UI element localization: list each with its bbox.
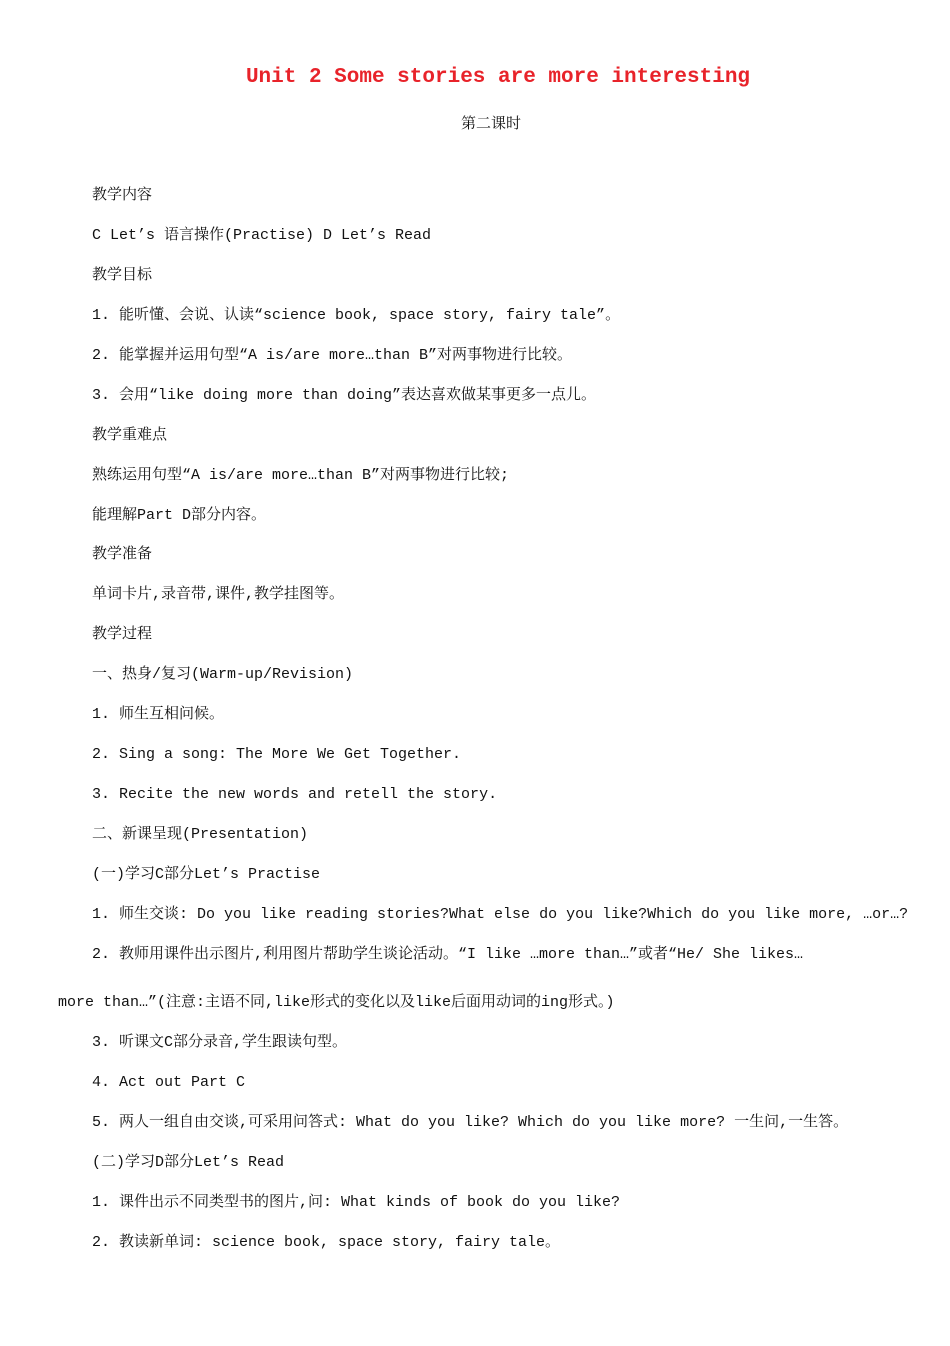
paragraph: 单词卡片,录音带,课件,教学挂图等。 [92, 586, 345, 603]
list-item: 3. Recite the new words and retell the story. [92, 786, 498, 803]
section-heading: 教学重难点 [92, 427, 168, 444]
list-item: 1. 课件出示不同类型书的图片,问: What kinds of book do you like? [92, 1194, 621, 1211]
paragraph: C Let’s 语言操作(Practise) D Let’s Read [92, 227, 432, 244]
paragraph: 熟练运用句型“A is/are more…than B”对两事物进行比较; [92, 467, 510, 484]
list-item: 3. 会用“like doing more than doing”表达喜欢做某事更多一点儿。 [92, 387, 597, 404]
section-heading: 教学内容 [92, 187, 153, 204]
section-heading: 教学目标 [92, 267, 153, 284]
subsection-heading: (一)学习C部分Let’s Practise [92, 866, 321, 883]
list-item: 4. Act out Part C [92, 1074, 246, 1091]
list-item: 2. 教读新单词: science book, space story, fairy tale。 [92, 1234, 561, 1251]
list-item: 2. 能掌握并运用句型“A is/are more…than B”对两事物进行比较。 [92, 347, 573, 364]
list-item: 2. Sing a song: The More We Get Together. [92, 746, 462, 763]
subsection-heading: 一、热身/复习(Warm-up/Revision) [92, 666, 354, 683]
list-item: 1. 师生互相问候。 [92, 706, 225, 723]
subsection-heading: 二、新课呈现(Presentation) [92, 826, 309, 843]
list-item: 5. 两人一组自由交谈,可采用问答式: What do you like? Which do you like more? 一生问,一生答。 [92, 1114, 849, 1131]
section-heading: 教学准备 [92, 546, 153, 563]
subsection-heading: (二)学习D部分Let’s Read [92, 1154, 285, 1171]
list-item-continuation: more than…”(注意:主语不同,like形式的变化以及like后面用动词的ing形式。) [58, 994, 615, 1011]
list-item: 1. 能听懂、会说、认读“science book, space story, fairy tale”。 [92, 307, 621, 324]
list-item: 2. 教师用课件出示图片,利用图片帮助学生谈论活动。“I like …more than…”或者“He/ She likes… [92, 946, 804, 963]
section-heading: 教学过程 [92, 626, 153, 643]
list-item: 3. 听课文C部分录音,学生跟读句型。 [92, 1034, 348, 1051]
document-title: Unit 2 Some stories are more interesting [245, 66, 751, 89]
document-subtitle: 第二课时 [460, 114, 521, 132]
paragraph: 能理解Part D部分内容。 [92, 507, 267, 524]
list-item: 1. 师生交谈: Do you like reading stories?What else do you like?Which do you like more, …or…? [92, 906, 909, 923]
